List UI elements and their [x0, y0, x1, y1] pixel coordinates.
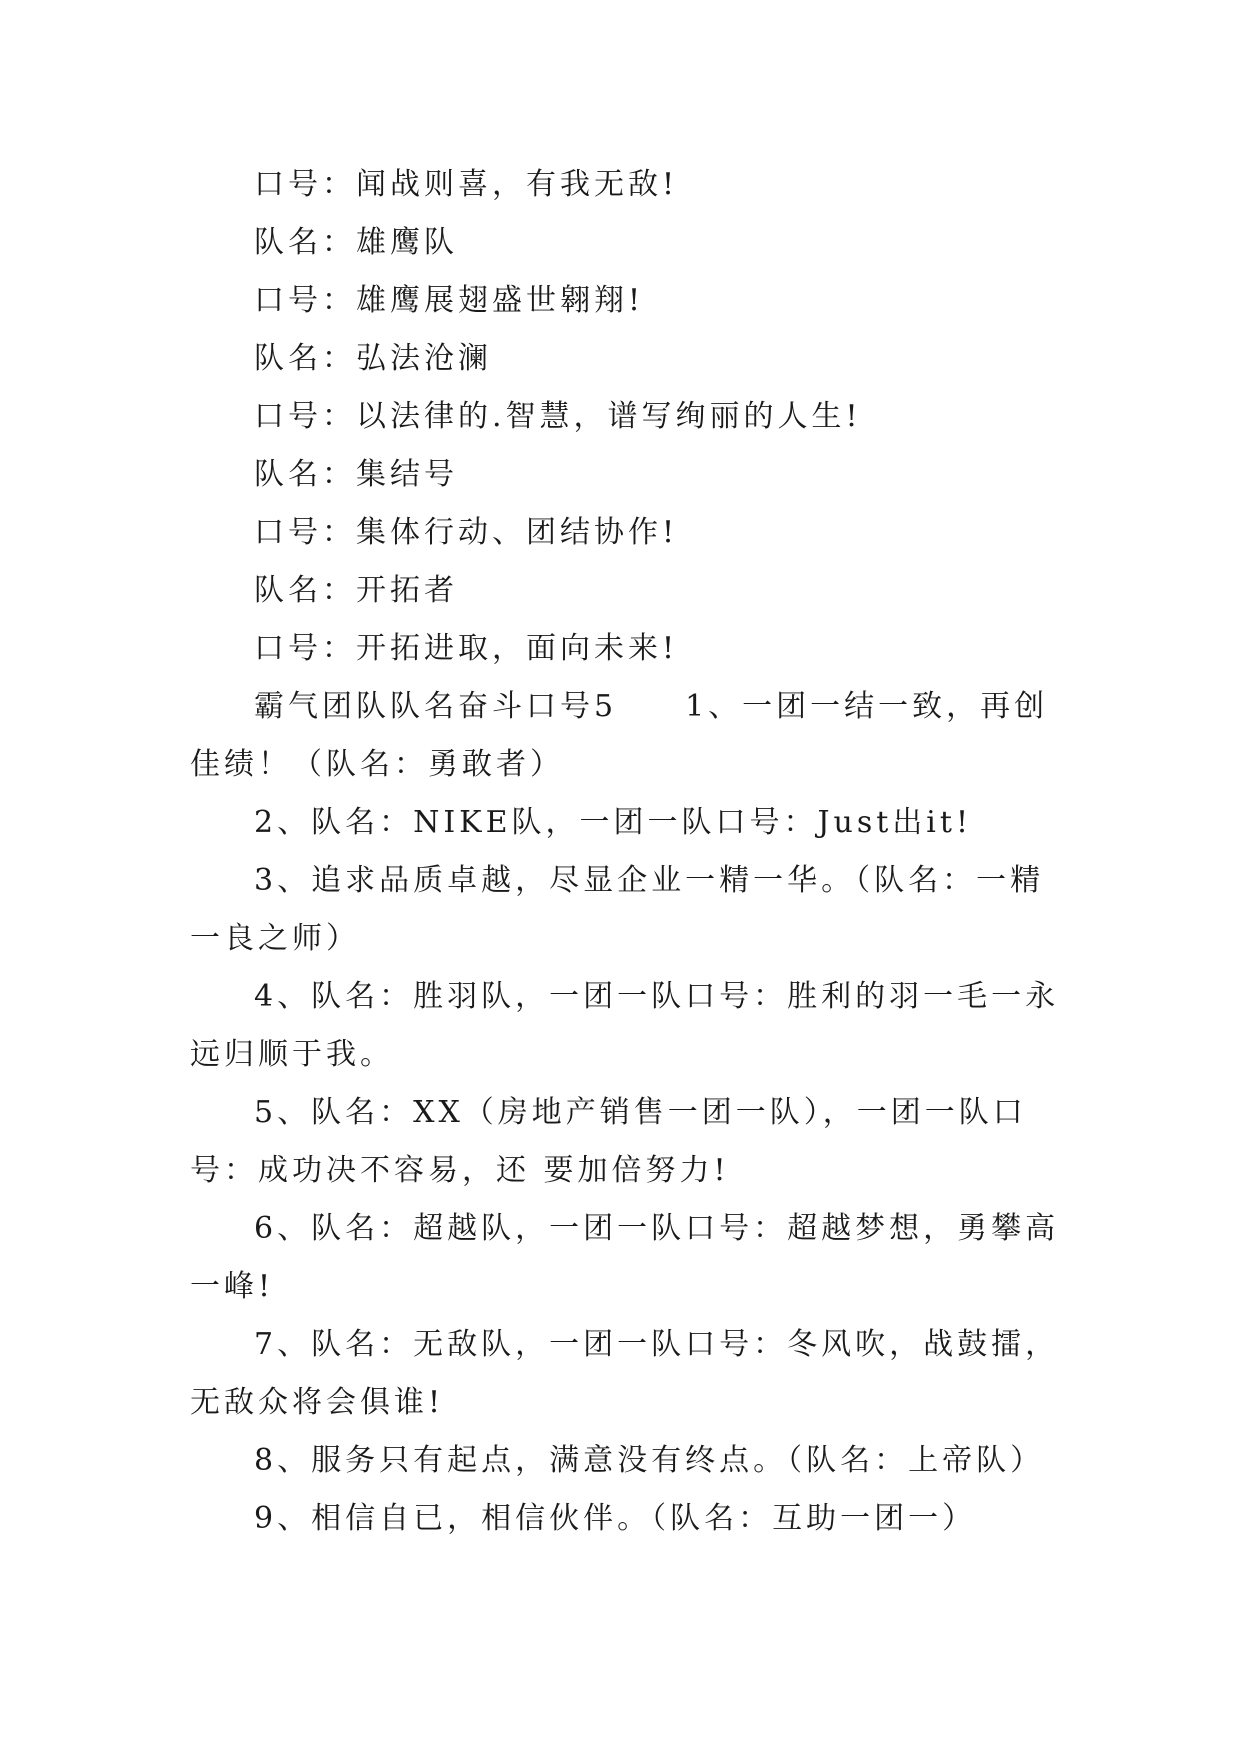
slogan-paragraph: 口号：闻战则喜，有我无敌! — [254, 167, 679, 202]
list-item-paragraph: 9、相信自已，相信伙伴。（队名：互助一团一） — [254, 1501, 977, 1536]
list-item-paragraph: 2、队名：NIKE队，一团一队口号：Just出it! — [254, 805, 973, 840]
slogan-paragraph: 口号：开拓进取，面向未来! — [254, 631, 679, 666]
list-item-paragraph: 6、队名：超越队，一团一队口号：超越梦想，勇攀高一峰! — [190, 1211, 1060, 1304]
list-item-paragraph: 4、队名：胜羽队，一团一队口号：胜利的羽一毛一永远归顺于我。 — [190, 979, 1060, 1072]
section-heading-paragraph: 霸气团队队名奋斗口号5 1、一团一结一致，再创佳绩！（队名：勇敢者） — [190, 689, 1049, 782]
slogan-paragraph: 口号：以法律的.智慧，谱写绚丽的人生! — [254, 399, 862, 434]
team-name-paragraph: 队名：弘法沧澜 — [254, 341, 492, 376]
team-name-paragraph: 队名：集结号 — [254, 457, 458, 492]
list-item-paragraph: 5、队名：XX（房地产销售一团一队），一团一队口号：成功决不容易，还 要加倍努力! — [190, 1095, 1027, 1188]
slogan-paragraph: 口号：雄鹰展翅盛世翱翔! — [254, 283, 645, 318]
list-item-paragraph: 3、追求品质卓越，尽显企业一精一华。（队名：一精一良之师） — [190, 863, 1045, 956]
document-body — [190, 156, 1060, 1548]
list-item-paragraph: 8、服务只有起点，满意没有终点。（队名：上帝队） — [254, 1443, 1045, 1478]
team-name-paragraph: 队名：开拓者 — [254, 573, 458, 608]
slogan-paragraph: 口号：集体行动、团结协作! — [254, 515, 679, 550]
team-name-paragraph: 队名：雄鹰队 — [254, 225, 458, 260]
list-item-paragraph: 7、队名：无敌队，一团一队口号：冬风吹，战鼓擂，无敌众将会俱谁! — [190, 1327, 1060, 1420]
